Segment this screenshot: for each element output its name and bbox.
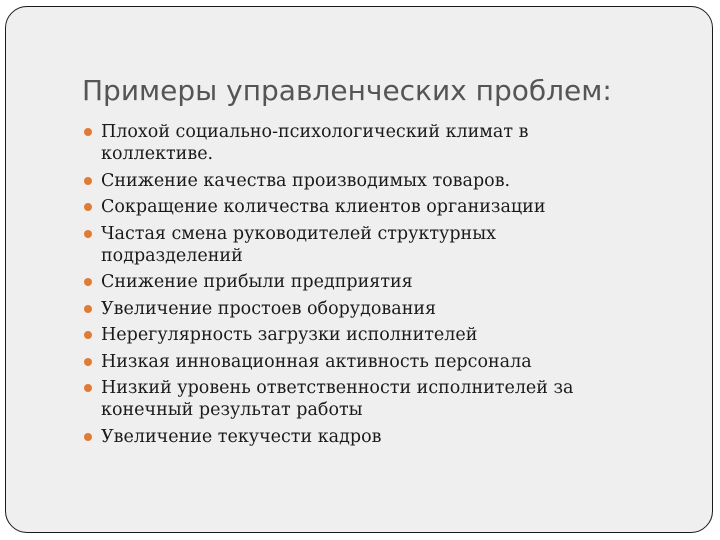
list-item-text: Увеличение текучести кадров [101,426,382,447]
list-item [82,196,642,218]
slide-frame [5,6,713,533]
bullet-icon [84,278,92,286]
list-item [82,271,642,293]
list-item [82,298,642,320]
list-item [82,324,642,346]
list-item-text: Низкая инновационная активность персонала [101,351,532,372]
list-item [82,377,642,421]
list-item [82,223,642,267]
list-item-text: Увеличение простоев оборудования [101,298,437,319]
bullet-icon [84,384,92,392]
list-item [82,170,642,192]
list-item-text: Снижение прибыли предприятия [101,272,413,292]
list-item-text: Плохой социально-психологический климат в коллективе. [101,122,529,164]
bullet-icon [84,358,92,366]
bullet-list [82,121,642,452]
slide-title: Примеры управленческих проблем: [82,74,612,107]
list-item-text: Сокращение количества клиентов организации [101,197,546,217]
list-item-text: Нерегулярность загрузки исполнителей [101,325,478,345]
list-item [82,426,642,448]
list-item [82,351,642,373]
bullet-icon [84,203,92,211]
list-item-text: Частая смена руководителей структурных подразделений [101,223,497,266]
bullet-icon [84,230,92,238]
list-item-text: Снижение качества производимых товаров. [101,170,511,191]
list-item [82,121,642,165]
bullet-icon [84,177,92,185]
bullet-icon [84,331,92,339]
bullet-icon [84,305,92,313]
bullet-icon [84,433,92,441]
bullet-icon [84,128,92,136]
list-item-text: Низкий уровень ответственности исполнителей за конечный результат работы [101,378,574,420]
